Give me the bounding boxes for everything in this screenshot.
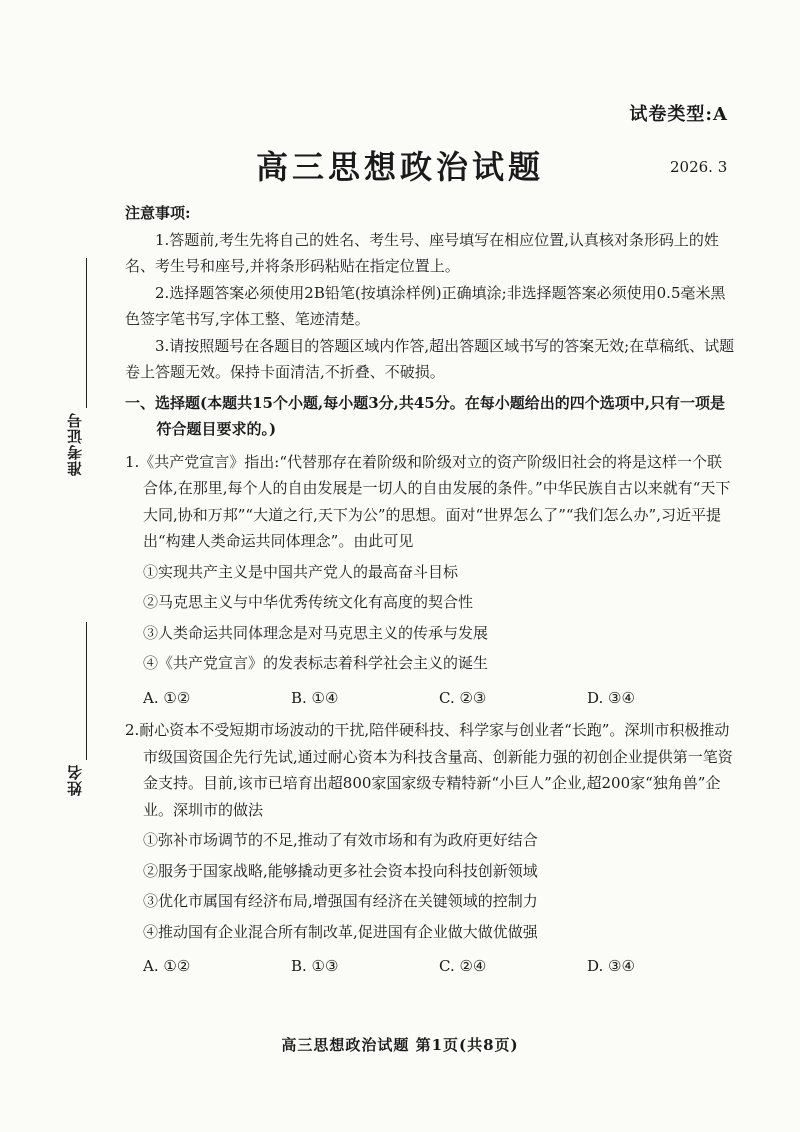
question-option: ①弥补市场调节的不足,推动了有效市场和有为政府更好结合 [143, 831, 538, 849]
question-stem: 2.耐心资本不受短期市场波动的干扰,陪伴硬科技、科学家与创业者“长跑”。深圳市积极推动市级国资国企先行先试,通过耐心资本为科技含量高、创新能力强的初创企业提供第一笔资金支持。目前,该市已培育出超800家国家级专精特新“小巨人”企业,超200家“独角兽”企业。深圳市的做法 [125, 721, 733, 819]
choice-b: B. ①③ [291, 957, 339, 975]
name-line [86, 622, 87, 760]
exam-type-label: 试卷类型:A [629, 104, 728, 125]
exam-date: 2026. 3 [670, 158, 728, 176]
page-title: 高三思想政治试题 [255, 148, 544, 186]
choice-c: C. ②③ [439, 688, 487, 707]
name-label: 姓名 [66, 764, 84, 796]
choice-c: C. ②④ [439, 957, 487, 975]
notes-heading: 注意事项: [125, 204, 191, 222]
question-option: ②马克思主义与中华优秀传统文化有高度的契合性 [143, 593, 474, 611]
question-option: ④《共产党宣言》的发表标志着科学社会主义的诞生 [143, 654, 489, 672]
question-stem: 1.《共产党宣言》指出:“代替那存在着阶级和阶级对立的资产阶级旧社会的将是这样一个联合体,在那里,每个人的自由发展是一切人的自由发展的条件。”中华民族自古以来就有“天下大同,协和万邦”“大道之行,天下为公”的思想。面对“世界怎么了”“我们怎么办”,习近平提出“构建人类命运共同体理念”。由此可见 [125, 452, 731, 550]
choice-d: D. ③④ [587, 957, 635, 975]
answer-choices [125, 953, 735, 980]
question-option: ①实现共产主义是中国共产党人的最高奋斗目标 [143, 562, 459, 581]
choice-d: D. ③④ [587, 688, 635, 707]
choice-a: A. ①② [143, 957, 191, 975]
answer-choices [125, 685, 735, 712]
choice-b: B. ①④ [291, 688, 339, 707]
question-option: ②服务于国家战略,能够撬动更多社会资本投向科技创新领域 [143, 861, 538, 880]
page-footer: 高三思想政治试题 第1页(共8页) [281, 1036, 519, 1054]
note-item: 2.选择题答案必须使用2B铅笔(按填涂样例)正确填涂;非选择题答案必须使用0.5毫米黑色签字笔书写,字体工整、笔迹清楚。 [125, 283, 726, 328]
ticket-number-line [86, 258, 87, 408]
question-option: ④推动国有企业混合所有制改革,促进国有企业做大做优做强 [143, 922, 538, 941]
question-option: ③人类命运共同体理念是对马克思主义的传承与发展 [143, 623, 489, 642]
exam-content [125, 200, 735, 980]
note-item: 3.请按照题号在各题目的答题区域内作答,超出答题区域书写的答案无效;在草稿纸、试题卷上答题无效。保持卡面清洁,不折叠、不破损。 [125, 336, 735, 381]
ticket-number-label: 准考证号 [66, 412, 84, 476]
question-option: ③优化市属国有经济布局,增强国有经济在关键领域的控制力 [143, 892, 538, 910]
note-item: 1.答题前,考生先将自己的姓名、考生号、座号填写在相应位置,认真核对条形码上的姓名、考生号和座号,并将条形码粘贴在指定位置上。 [125, 230, 719, 275]
choice-a: A. ①② [143, 688, 191, 707]
section-title: 一、选择题(本题共15个小题,每小题3分,共45分。在每小题给出的四个选项中,只有一项是符合题目要求的。) [125, 393, 725, 438]
